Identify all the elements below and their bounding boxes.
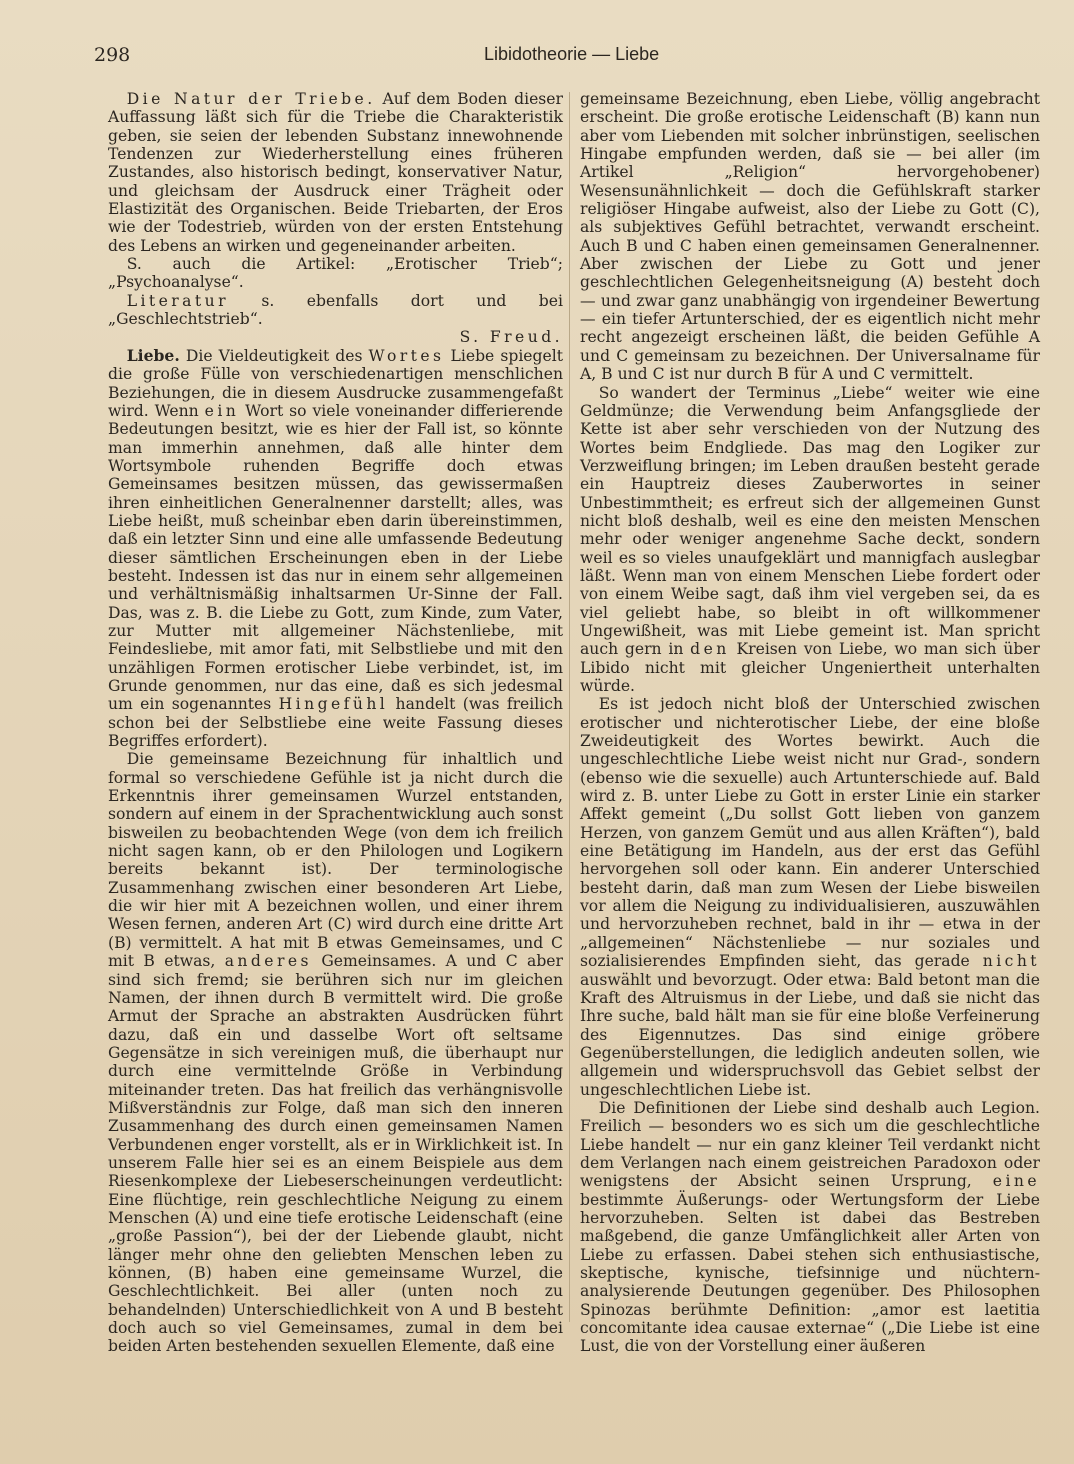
paragraph-text: So wandert der Terminus „Liebe“ weiter wie eine Geldmünze; die Verwendung beim Anfangsgliede der Kette ist aber sehr verschieden von der Nutzung des Wortes beim Endgliede. Das mag den Logiker zur Verzweiflung bringen; im Leben draußen besteht gerade ein Hauptreiz dieses Zauberwortes in seiner Unbestimmtheit; es erfreut sich der allgemeinen Gunst nicht bloß deshalb, weil es eine den meisten Menschen mehr oder weniger angenehme Sache deckt, sondern weil es so vieles unaufgeklärt und mannigfach auslegbar läßt. Wenn man von einem Menschen Liebe fordert oder von einem Weibe sagt, daß ihm viel vergeben sei, da es viel geliebt habe, so bleibt in oft willkommener Ungewißheit, was mit Liebe gemeint ist. Man spricht auch gern in [580,383,1040,659]
paragraph-text: Kreisen von Liebe, wo man sich über Libido nicht mit gleicher Ungeniertheit unterhalten würde. [580,640,1040,695]
spaced-text: eine [992,1172,1040,1191]
paragraph-text: Wort so viele voneinander differierende Bedeutungen besitzt, wie es hier der Fall ist, so könnte man immerhin annehmen, daß alle hinter dem Wortsymbole ruhenden Begriffe doch etwas Gemeinsames besitzen müssen, das gewissermaßen ihren einheitlichen Generalnenner darstellt; alles, was Liebe heißt, muß scheinbar eben darin übereinstimmen, daß ein letzter Sinn und eine alle umfassende Bedeutung dieser sämtlichen Erscheinungen eben in der Liebe besteht. Indessen ist das nur in einem sehr allgemeinen und verhältnismäßig inhaltsarmen Ur-Sinne der Fall. Das, was z. B. die Liebe zu Gott, zum Kinde, zum Vater, zur Mutter mit allgemeiner Nächstenliebe, mit Feindesliebe, mit amor fati, mit Selbstliebe und mit den unzähligen Formen erotischer Liebe verbindet, ist, im Grunde genommen, nur das eine, daß es sich jedesmal um ein sogenanntes [108,401,563,714]
paragraph [108,347,563,751]
paragraph [580,384,1040,696]
paragraph [580,1099,1040,1356]
paragraph-text: Die Vieldeutigkeit des [179,346,369,365]
spaced-text: ein [204,401,240,420]
spaced-text: anderes [224,952,312,971]
paragraph-text: Liebe spiegelt die große Fülle von verschiedenartigen menschlichen Beziehungen, die in diesem Ausdrucke zusammengefaßt wird. Wenn [108,346,563,420]
page-header [94,44,994,72]
author-signature: S. Freud. [459,328,563,347]
paragraph-text: auswählt und bevorzugt. Oder etwa: Bald betont man die Kraft des Altruismus in der Liebe, und daß sie nicht das Ihre suche, bald hält man sie für eine bloße Verfeinerung des Eigennutzes. Das sind einige gröbere Gegenüberstellungen, die lediglich andeuten sollen, wie allgemein und widerspruchsvoll das Gebiet selbst der ungeschlechtlichen Liebe ist. [580,970,1040,1099]
entry-heading: Liebe. [126,345,180,365]
paragraph-text: Auf dem Boden dieser Auffassung läßt sich für die Triebe die Charakteristik geben, sie seien der lebenden Substanz innewohnende Tendenzen zur Wiederherstellung eines früheren Zustandes, also historisch bedingt, konservativer Natur, und gleichsam der Ausdruck einer Trägheit oder Elastizität des Organischen. Beide Triebarten, der Eros wie der Todestrieb, würden von der ersten Entstehung des Lebens an wirken und gegeneinander arbeiten. [108,90,563,255]
right-column [580,90,1040,1356]
paragraph [108,90,563,255]
paragraph [580,695,1040,1099]
spaced-text: Die Natur der Triebe. [126,90,376,108]
paragraph-literature [108,292,563,347]
paragraph [108,750,563,1355]
page-number: 298 [94,44,131,66]
column-divider [569,92,570,1322]
spaced-text: Literatur [126,291,229,310]
paragraph: gemeinsame Bezeichnung, eben Liebe, völlig angebracht erscheint. Die große erotische Leidenschaft (B) kann nun aber vom Liebenden mit solcher inbrünstigen, seelischen Hingabe empfunden werden, daß sie — bei aller (im Artikel „Religion“ hervorgehobener) Wesensunähnlichkeit — doch die Gefühlskraft starker religiöser Hingabe aufweist, also der Liebe zu Gott (C), als subjektives Gefühl betrachtet, verwandt erscheint. Auch B und C haben einen gemeinsamen Generalnenner. Aber zwischen der Liebe zu Gott und jener geschlechtlichen Gelegenheitsneigung (A) besteht doch — und zwar ganz unabhängig von irgendeiner Bewertung — ein tiefer Artunterschied, der es eigentlich nicht mehr recht angezeigt erscheinen läßt, die beiden Gefühle A und C gemeinsam zu bezeichnen. Der Universalname für A, B und C ist nur durch B für A und C vermittelt. [580,90,1040,384]
spaced-text: den [690,640,730,659]
paragraph-text: handelt (was freilich schon bei der Selbstliebe eine weite Fassung dieses Begriffes erfordert). [108,695,564,751]
paragraph-text: s. ebenfalls dort und bei „Geschlechtstrieb“. [108,291,563,329]
paragraph-text: bestimmte Äußerungs- oder Wertungsform der Liebe hervorzuheben. Selten ist dabei das Bestreben maßgebend, die ganze Umfänglichkeit aller Arten von Liebe zu erfassen. Dabei stehen sich enthusiastische, skeptische, kynische, tiefsinnige und nüchtern-analysierende Deutungen gegenüber. Des Philosophen Spinozas berühmte Definition: „amor est laetitia concomitante idea causae externae“ („Die Liebe ist eine Lust, die von der Vorstellung einer äußeren [580,1190,1040,1356]
paragraph: S. auch die Artikel: „Erotischer Trieb“; „Psychoanalyse“. [108,255,563,292]
running-head: Libidotheorie — Liebe [484,44,660,64]
spaced-text: Wortes [368,346,445,365]
paragraph-text: Die gemeinsame Bezeichnung für inhaltlich und formal so verschiedene Gefühle ist ja nicht durch die Erkenntnis ihrer gemeinsamen Wurzel entstanden, sondern auf einem in der Sprachentwicklung auch sonst bisweilen zu beobachtenden Wege (von dem ich freilich nicht sagen kann, ob er den Philologen und Logikern bereits bekannt ist). Der terminologische Zusammenhang zwischen einer besonderen Art Liebe, die wir hier mit A bezeichnen wollen, und einer ihrem Wesen fernen, anderen Art (C) wird durch eine dritte Art (B) vermittelt. A hat mit B etwas Gemeinsames, und C mit B etwas, [108,750,563,971]
paragraph-text: Gemeinsames. A und C aber sind sich fremd; sie berühren sich nur im gleichen Namen, der ihnen durch B vermittelt wird. Die große Armut der Sprache an abstrakten Ausdrücken führt dazu, daß ein und dasselbe Wort oft seltsame Gegensätze in sich vereinigen muß, die überhaupt nur durch eine vermittelnde Größe in Verbindung miteinander treten. Das hat freilich das verhängnisvolle Mißverständnis zur Folge, daß man sich den inneren Zusammenhang des durch einen gemeinsamen Namen Verbundenen enger vorstellt, als er in Wirklichkeit ist. In unserem Falle hier sei es an einem Beispiele aus dem Riesenkomplexe der Liebeserscheinungen verdeutlicht: Eine flüchtige, rein geschlechtliche Neigung zu einem Menschen (A) und eine tiefe erotische Leidenschaft (eine „große Passion“), bei der der Liebende glaubt, nicht länger mehr ohne den geliebten Menschen leben zu können, (B) haben eine gemeinsame Wurzel, die Geschlechtlichkeit. Bei aller (unten noch zu behandelnden) Unterschiedlichkeit von A und B besteht doch auch so viel Gemeinsames, zumal in dem bei beiden Arten bestehenden sexuellen Elemente, daß eine [108,952,563,1356]
spaced-text: Hingefühl [278,695,389,714]
left-column [108,90,563,1356]
paragraph-text: Die Definitionen der Liebe sind deshalb auch Legion. Freilich — besonders wo es sich um die geschlechtliche Liebe handelt — nur ein ganz kleiner Teil verdankt nicht dem Verlangen nach einem geistreichen Paradoxon oder wenigstens der Absicht seinen Ursprung, [580,1098,1040,1191]
paragraph-text: Es ist jedoch nicht bloß der Unterschied zwischen erotischer und nichterotischer Liebe, der eine bloße Zweideutigkeit des Wortes bewirkt. Auch die ungeschlechtliche Liebe weist nicht nur Grad-, sondern (ebenso wie die sexuelle) auch Artunterschiede auf. Bald wird z. B. unter Liebe zu Gott in erster Linie ein starker Affekt gemeint („Du sollst Gott lieben von ganzem Herzen, von ganzem Gemüt und aus allen Kräften“), bald eine Betätigung im Handeln, aus der erst das Gefühl hervorgehen soll oder kann. Ein anderer Unterschied besteht darin, daß man zum Wesen der Liebe bisweilen vor allem die Neigung zu individualisieren, auszuwählen und hervorzuheben rechnet, bald in ihr — etwa in der „allgemeinen“ Nächstenliebe — nur soziales und sozialisierendes Empfinden sieht, das gerade [580,695,1040,971]
spaced-text: nicht [982,952,1040,971]
